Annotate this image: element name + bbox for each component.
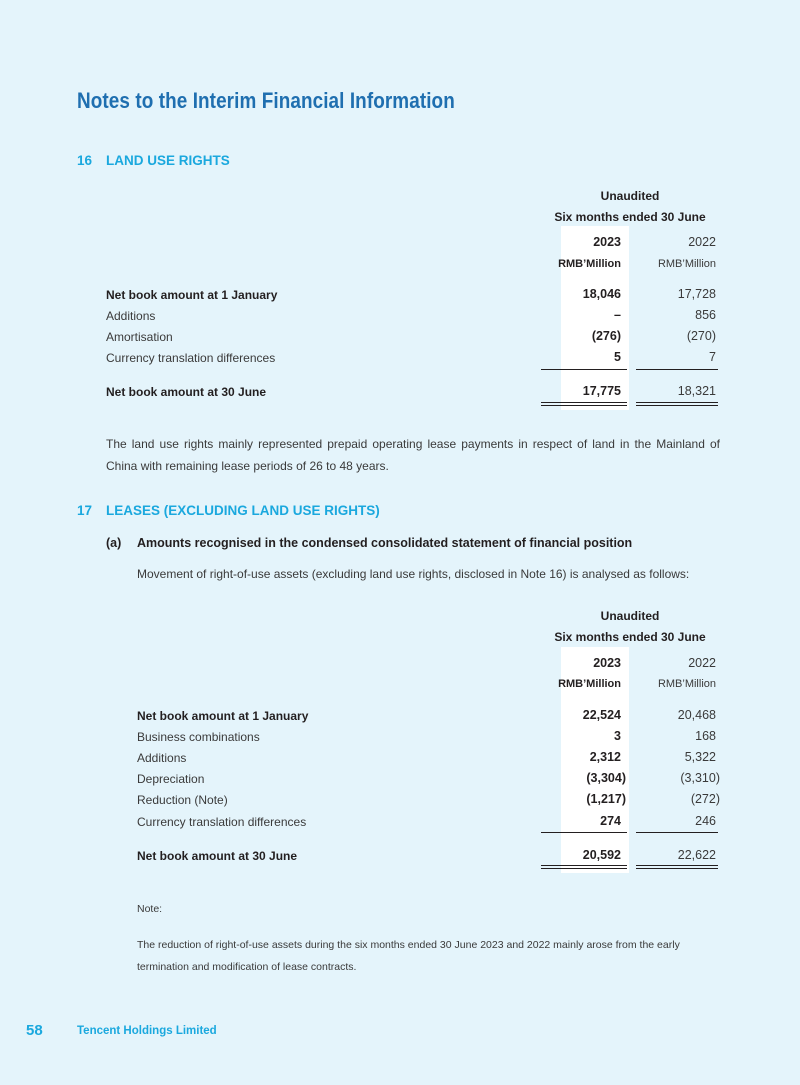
row-label: Additions — [106, 309, 156, 323]
value-2022: (272) — [690, 792, 720, 806]
table-header-period: Six months ended 30 June — [554, 210, 706, 224]
value-2022: 856 — [695, 308, 716, 322]
value-2023: 20,592 — [582, 848, 621, 862]
note-16-number: 16 — [77, 153, 93, 168]
value-2023: 274 — [600, 814, 621, 828]
year-2022: 2022 — [688, 656, 716, 670]
row-label: Net book amount at 1 January — [106, 288, 278, 302]
row-label: Currency translation differences — [137, 815, 307, 829]
year-2022: 2022 — [688, 235, 716, 249]
subtotal-rule — [636, 832, 718, 833]
value-2023: (276) — [591, 329, 621, 343]
total-double-rule — [636, 865, 718, 869]
row-label: Depreciation — [137, 772, 205, 786]
subtotal-rule — [541, 832, 627, 833]
total-double-rule — [541, 402, 627, 406]
unit-2022: RMB’Million — [657, 678, 716, 690]
note-17-title: LEASES (EXCLUDING LAND USE RIGHTS) — [106, 503, 380, 518]
row-label: Business combinations — [137, 730, 260, 744]
value-2023: 2,312 — [589, 750, 621, 764]
note-17-number: 17 — [77, 503, 93, 518]
subsection-a-label: (a) — [106, 536, 122, 550]
row-label: Net book amount at 30 June — [106, 385, 267, 399]
table-header-unaudited: Unaudited — [600, 189, 660, 203]
value-2022: 20,468 — [677, 708, 716, 722]
value-2022: 7 — [709, 350, 716, 364]
note-16-paragraph: The land use rights mainly represented prepaid operating lease payments in respect of land in the Mainland of China with remaining lease periods of 26 to 48 years. — [106, 437, 720, 473]
page-title: Notes to the Interim Financial Information — [77, 88, 455, 113]
value-2022: 246 — [695, 814, 716, 828]
value-2022: 17,728 — [677, 287, 716, 301]
year-2023: 2023 — [593, 235, 621, 249]
year-2023: 2023 — [593, 656, 621, 670]
total-double-rule — [541, 865, 627, 869]
row-label: Currency translation differences — [106, 351, 276, 365]
row-label: Net book amount at 30 June — [137, 849, 298, 863]
table-header-unaudited: Unaudited — [600, 609, 660, 623]
subtotal-rule — [636, 369, 718, 370]
value-2023: 18,046 — [582, 287, 621, 301]
page-number: 58 — [26, 1022, 43, 1039]
value-2023: 17,775 — [582, 384, 621, 398]
subsection-a-title: Amounts recognised in the condensed consolidated statement of financial position — [137, 536, 633, 550]
unit-2023: RMB’Million — [558, 678, 621, 690]
value-2023: (1,217) — [586, 792, 626, 806]
value-2022: 168 — [695, 729, 716, 743]
value-2022: 22,622 — [677, 848, 716, 862]
value-2022: (270) — [686, 329, 716, 343]
value-2023: – — [614, 308, 621, 322]
subsection-a-intro: Movement of right-of-use assets (excluding land use rights, disclosed in Note 16) is analysed as follows: — [137, 567, 690, 581]
value-2023: 3 — [614, 729, 621, 743]
row-label: Net book amount at 1 January — [137, 709, 309, 723]
row-label: Additions — [137, 751, 187, 765]
unit-2022: RMB’Million — [657, 258, 716, 270]
value-2022: (3,310) — [680, 771, 720, 785]
note-label: Note: — [137, 903, 163, 915]
company-name: Tencent Holdings Limited — [77, 1025, 217, 1037]
note-16-title: LAND USE RIGHTS — [106, 153, 230, 168]
total-double-rule — [636, 402, 718, 406]
value-2023: (3,304) — [586, 771, 626, 785]
row-label: Amortisation — [106, 330, 173, 344]
subtotal-rule — [541, 369, 627, 370]
value-2023: 5 — [614, 350, 621, 364]
value-2022: 5,322 — [684, 750, 716, 764]
value-2022: 18,321 — [677, 384, 716, 398]
table-header-period: Six months ended 30 June — [554, 630, 706, 644]
unit-2023: RMB’Million — [558, 258, 621, 270]
row-label: Reduction (Note) — [137, 793, 228, 807]
value-2023: 22,524 — [582, 708, 621, 722]
note-text: The reduction of right-of-use assets during the six months ended 30 June 2023 and 2022 mainly arose from the early termination and modification of lease contracts. — [137, 939, 680, 973]
